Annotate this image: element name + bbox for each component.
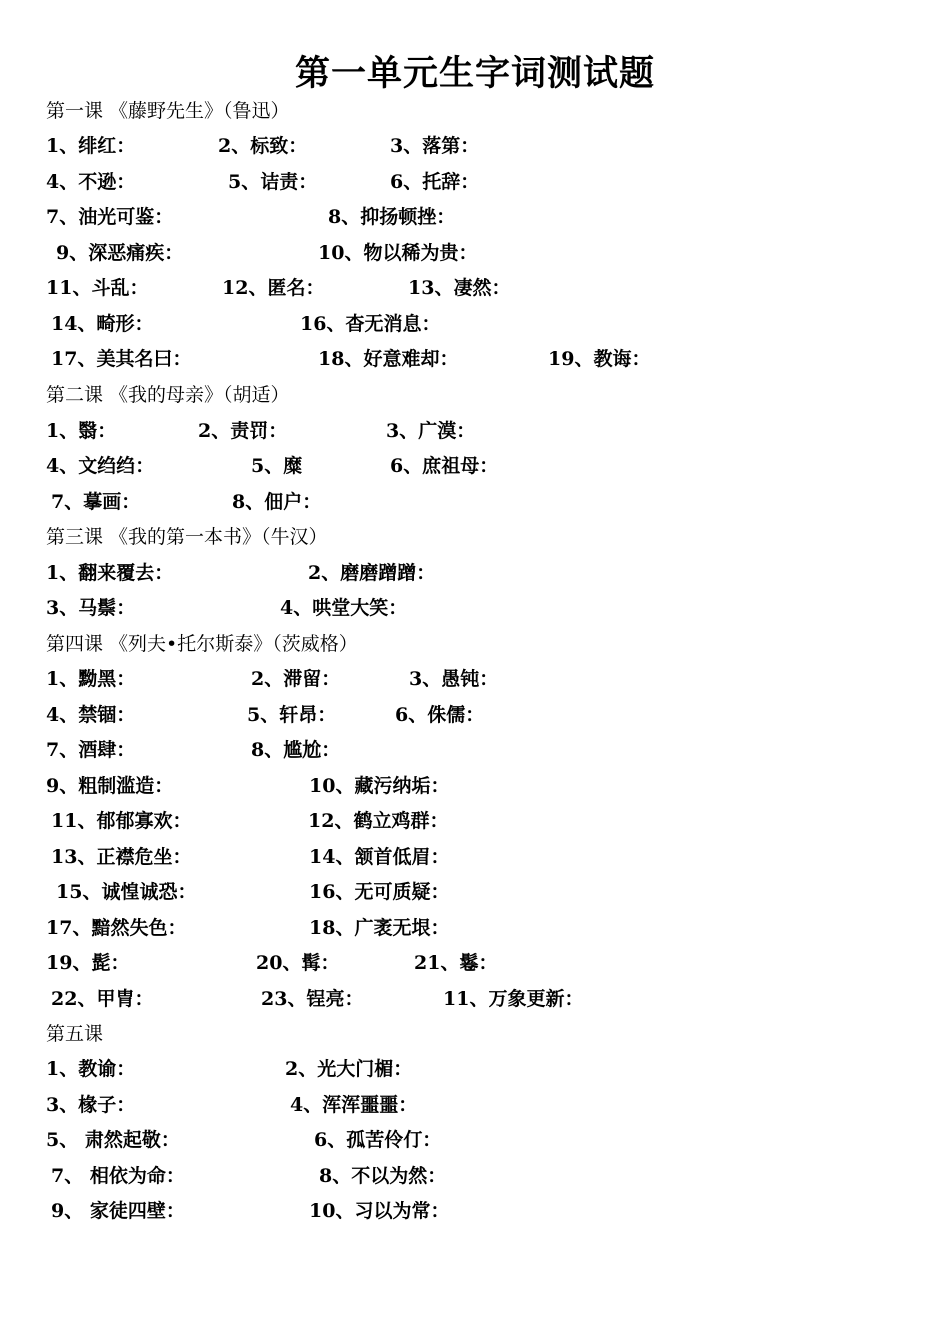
vocab-item: 11、万象更新：	[443, 988, 584, 1010]
vocab-item: 7、摹画：	[51, 491, 141, 513]
vocab-item: 9、粗制滥造：	[46, 775, 174, 797]
vocab-item: 1、黝黑：	[46, 668, 136, 690]
vocab-item: 3、广漠：	[386, 420, 476, 442]
vocab-item: 8、尴尬：	[251, 739, 341, 761]
vocab-item: 1、教谕：	[46, 1058, 136, 1080]
vocab-item: 3、落第：	[390, 135, 480, 157]
vocab-item: 5、糜	[251, 455, 303, 477]
vocab-item: 14、畸形：	[51, 313, 154, 335]
vocab-item: 2、光大门楣：	[285, 1058, 413, 1080]
vocab-item: 5、 肃然起敬：	[46, 1129, 180, 1151]
vocab-item: 19、教诲：	[548, 348, 651, 370]
page-title: 第一单元生字词测试题	[294, 53, 655, 94]
vocab-item: 9、深恶痛疾：	[56, 242, 184, 264]
vocab-item: 4、禁锢：	[46, 704, 136, 726]
vocab-item: 8、抑扬顿挫：	[328, 206, 456, 228]
vocab-item: 3、马鬃：	[46, 597, 136, 619]
vocab-item: 7、油光可鉴：	[46, 206, 174, 228]
vocab-item: 11、斗乱：	[46, 277, 149, 299]
vocab-item: 2、滞留：	[251, 668, 341, 690]
vocab-item: 16、杳无消息：	[300, 313, 441, 335]
vocab-item: 3、愚钝：	[409, 668, 499, 690]
vocab-item: 4、哄堂大笑：	[280, 597, 408, 619]
lesson-heading-3: 第三课 《我的第一本书》（牛汉）	[46, 526, 328, 548]
lesson-heading-2: 第二课 《我的母亲》（胡适）	[46, 384, 290, 406]
vocab-item: 10、物以稀为贵：	[318, 242, 478, 264]
vocab-item: 10、习以为常：	[309, 1200, 450, 1222]
vocab-item: 7、酒肆：	[46, 739, 136, 761]
vocab-item: 3、椽子：	[46, 1094, 136, 1116]
lesson-heading-4: 第四课 《列夫•托尔斯泰》（茨威格）	[46, 633, 358, 655]
vocab-item: 6、庶祖母：	[390, 455, 499, 477]
vocab-item: 21、鬈：	[414, 952, 498, 974]
vocab-item: 20、髯：	[256, 952, 340, 974]
vocab-item: 8、不以为然：	[319, 1165, 447, 1187]
vocab-item: 6、托辞：	[390, 171, 480, 193]
vocab-item: 4、不逊：	[46, 171, 136, 193]
vocab-item: 18、好意难却：	[318, 348, 459, 370]
vocab-item: 16、无可质疑：	[309, 881, 450, 903]
vocab-item: 1、翳：	[46, 420, 117, 442]
vocab-item: 7、 相依为命：	[51, 1165, 185, 1187]
vocab-item: 12、匿名：	[222, 277, 325, 299]
vocab-item: 5、轩昂：	[247, 704, 337, 726]
vocab-item: 9、 家徒四壁：	[51, 1200, 185, 1222]
vocab-item: 6、孤苦伶仃：	[314, 1129, 442, 1151]
vocab-item: 23、锃亮：	[261, 988, 364, 1010]
vocab-item: 2、责罚：	[198, 420, 288, 442]
vocab-item: 13、凄然：	[408, 277, 511, 299]
vocab-item: 10、藏污纳垢：	[309, 775, 450, 797]
vocab-item: 11、郁郁寡欢：	[51, 810, 192, 832]
vocab-item: 14、颔首低眉：	[309, 846, 450, 868]
vocab-item: 17、黯然失色：	[46, 917, 187, 939]
vocab-item: 12、鹤立鸡群：	[308, 810, 449, 832]
lesson-heading-5: 第五课	[46, 1023, 104, 1045]
lesson-heading-1: 第一课 《藤野先生》（鲁迅）	[46, 100, 290, 122]
vocab-item: 15、诚惶诚恐：	[56, 881, 197, 903]
vocab-item: 5、诘责：	[228, 171, 318, 193]
vocab-item: 2、磨磨蹭蹭：	[308, 562, 436, 584]
vocab-item: 17、美其名曰：	[51, 348, 192, 370]
vocab-item: 2、标致：	[218, 135, 308, 157]
vocab-item: 8、佃户：	[232, 491, 322, 513]
vocab-item: 1、绯红：	[46, 135, 136, 157]
vocab-item: 4、文绉绉：	[46, 455, 155, 477]
vocab-item: 6、侏儒：	[395, 704, 485, 726]
vocab-item: 19、髭：	[46, 952, 130, 974]
vocab-item: 22、甲胄：	[51, 988, 154, 1010]
vocab-item: 1、翻来覆去：	[46, 562, 174, 584]
vocab-item: 13、正襟危坐：	[51, 846, 192, 868]
vocab-item: 4、浑浑噩噩：	[290, 1094, 418, 1116]
vocab-item: 18、广袤无垠：	[309, 917, 450, 939]
